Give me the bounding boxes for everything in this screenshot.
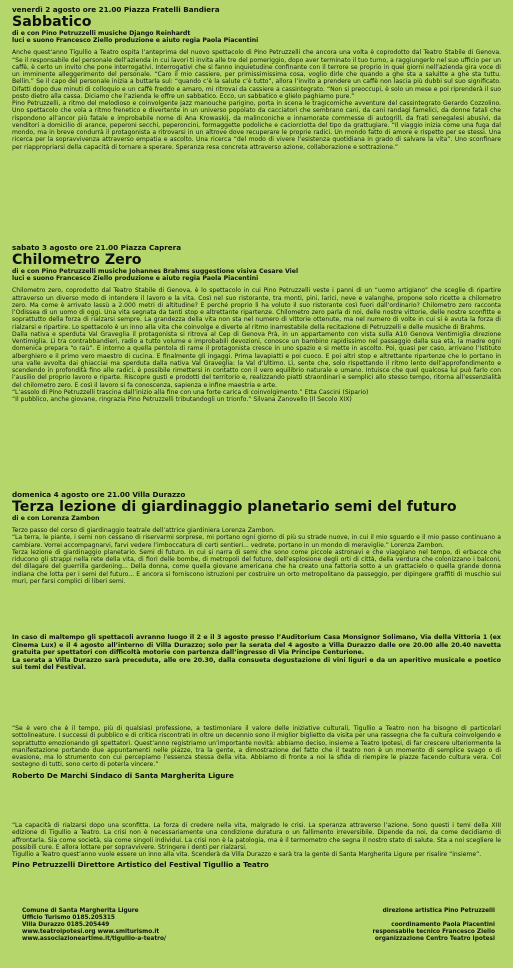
footer-contacts [22, 908, 222, 943]
event-title: Sabbatico [12, 14, 92, 30]
footer-line: Comune di Santa Margherita Ligure [22, 908, 139, 914]
event-title: Terza lezione di giardinaggio planetario semi del futuro [12, 499, 457, 515]
event-credits-line: di e con Pino Petruzzelli musiche Django Reinhardt [12, 30, 191, 37]
event-description: Terzo passo del corso di giardinaggio teatrale dell’attrice giardiniera Lorenza Zambon. “La terra, le piante, i semi non cessano di riservarmi sorprese, mi portano ogni giorno di più su strade nuove, in cui il mio sguardo e il mio passo continuano a cambiare. Vorrei accompagnarvi, farvi vedere l’imboccatura di certi sentieri... vedrete, portano in un mondo di meraviglie.” Lorenza Zambon. Terza lezione di giardinaggio planetario. Semi di futuro. In cui si narra di semi che sono come piccole astronavi e che viaggiano nel tempo, di erbacce che riducono gli strappi nella rete della vita, di fiori delle bombe, di metropoli del futuro, dell’esplosione degli orti di città, della verdura che colonizzano i balconi, del dilagare del guerrilla gardening... Della donna, come quella giovane americana che ha creato una fattoria sotto a un grattacielo o quella grande donna indiana che lotta per i semi del futuro... E ancora si forniscono istruzioni per costruire un orto metropolitano da passeggio, per dipingere graffiti di muschio sui muri, per farsi complici di liberi semi. [12, 527, 501, 585]
footer-link[interactable]: www.teatroipotesi.org www.smlturismo.it [22, 929, 160, 935]
footer-line: responsabile tecnico Francesco Ziello [372, 929, 495, 935]
quote-signature: Pino Petruzzelli Direttore Artistico del Festival Tigullio a Teatro [12, 860, 269, 870]
mayor-quote [12, 725, 501, 780]
quote-text: “Se è vero che è il tempo, più di qualsiasi professione, a testimoniare il valore delle iniziative culturali, Tigullio a Teatro non ha bisogno di particolari sottolineature. I successi di pubblico e di critica riscontrati in oltre un decennio sono il miglior biglietto da visita per una rassegna che fa cultura coinvolgendo e soprattutto emozionando gli spettatori. Quest’anno registriamo un’importante novità: abbiamo deciso, insieme a Teatro Ipotesi, di far crescere ulteriormente la manifestazione portando due appuntamenti nelle piazze, tra la gente, a dimostrazione del fatto che il teatro non è un momento di semplice svago o di evasione, ma lo strumento con cui percepiamo l’essenza stessa della vita. Abbiamo di fronte a noi la sfida di riempire le piazze facendo cultura vera. Col sostegno di tutti, sono certo di poterla vincere.” [12, 725, 501, 769]
weather-info-text: In caso di maltempo gli spettacoli avranno luogo il 2 e il 3 agosto presso l’Auditorium Casa Monsignor Solimano, Via della Vittoria 1 (ex Cinema Lux) e il 4 agosto all’interno di Villa Durazzo; solo per la serata del 4 agosto a Villa Durazzo dalle ore 20.00 alle 20.40 navetta gratuita per spettatori con difficoltà motorie con partenza dall’ingresso di Via Principe Centurione. La serata a Villa Durazzo sarà preceduta, alle ore 20.30, dalla consueta degustazione di vini liguri e da un aperitivo musicale e poetico sui temi del Festival. [12, 634, 501, 672]
quote-text: “La capacità di rialzarsi dopo una sconfitta. La forza di credere nella vita, malgrado le crisi. La speranza attraverso l’azione. Sono questi i temi della XIII edizione di Tigullio a Teatro. La crisi non è necessariamente una condizione duratura o un fallimento irreversibile. Dipende da noi, da come decidiamo di affrontarla. Sia come società, sia come singoli individui. La crisi non è la patologia, ma è il termometro che segna il nostro stato di salute. Sta a noi scegliere le possibili cure. E allora lottare per sopravvivere. Stringere i denti per rialzarsi. Tigullio a Teatro quest’anno vuole essere un inno alla vita. Scenderà da Villa Durazzo e sarà tra la gente di Santa Margherita Ligure per risalire “insieme”. [12, 822, 501, 858]
event-header: venerdì 2 agosto ore 21.00 Piazza Fratelli Bandiera [12, 5, 220, 14]
quote-signature: Roberto De Marchi Sindaco di Santa Margherita Ligure [12, 770, 234, 780]
event-sabbatico [12, 5, 501, 151]
footer-link[interactable]: www.associazioneartime.it/tigullio-a-teatro/ [22, 936, 167, 942]
footer-line: organizzazione Centro Teatro Ipotesi [374, 936, 495, 942]
footer-staff [295, 908, 495, 943]
footer-line: coordinamento Paola Piacentini [391, 922, 495, 928]
event-description: Chilometro zero, coprodotto dal Teatro Stabile di Genova, è lo spettacolo in cui Pino Petruzzelli veste i panni di un “uomo artigiano” che sceglie di ripartire attraverso un diverso modo di intendere il lavoro e la vita. Così nel suo ristorante, tra monti, pini, larici, neve e valanghe, propone solo ricette a chilometro zero. Ma come è arrivato lassù a 2.000 metri di altitudine? E perché proprio lì ha voluto il suo ristorante così fuori dall’ordinario? Chilometro zero racconta l’Odissea di un uomo di oggi. Una vita segnata da tanti stop e altrettante ripartenze. Chilometro zero parla di noi, delle nostre vittorie, delle nostre sconfitte e soprattutto della forza di rialzarsi sempre. La grandezza della vita non sta nel numero di vittorie ottenute, ma nel numero di volte in cui si è avuta la forza di rialzarsi e ripartire. Lo spettacolo è un inno alla vita che coinvolge e diverte al ritmo inarrestabile della recitazione di Petruzzelli e delle musiche di Brahms. Dalla nativa e sperduta Val Graveglia il protagonista si ritrova al Cep di Genova Prà, in un appartamento con vista sulla A10 Genova Ventimiglia direzione Ventimiglia. Lì tra contrabbandieri, radio a tutto volume e improbabili devozioni, conosce un bambino rapidissimo nel passaggio dalla sua età, la madre ogni domenica prepara “o raù”. E intorno a quella pentola di rame il protagonista cresce in uno spazio e si mette in ascolto. Poi, quasi per caso, arrivano l’Istituto alberghiero e il primo vero maestro di cucina. E finalmente gli ingaggi. Prima lavapiatti e poi cuoco. E poi altri stop e altrettante ripartenze che lo portano in una valle avvolta dai ghiacciai ma sperduta dalla nativa Val Graveglia: la Val d’Ultimo. Lì, sente che, solo rispettando il ritmo lento dell’approfondimento e scendendo in profondità fino alle radici, è possibile rimettersi in contatto con il vero equilibrio naturale e umano. Intuisce che quel qualcosa lui può farlo con l’ausilio del proprio lavoro e riparte. Riscopre gusti e prodotti del territorio e, realizzando piatti straordinari e semplici allo stesso tempo, ritorna all’essenzialità del chilometro zero. E così il lavoro si fa conoscenza, sapienza e infine maestria e arte. “L’assolo di Pino Petruzzelli trascina dall’inizio alla fine con una forte carica di coinvolgimento.” Etta Cascini (Sipario) “Il pubblico, anche giovane, ringrazia Pino Petruzzelli tributandogli un trionfo.” Silvana Zanovello (Il Secolo XIX) [12, 287, 501, 404]
event-credits-line: luci e suono Francesco Ziello produzione e aiuto regia Paola Piacentini [12, 275, 259, 283]
event-header: domenica 4 agosto ore 21.00 Villa Durazzo [12, 490, 186, 499]
footer-line: Villa Durazzo 0185.205449 [22, 922, 110, 928]
event-credits-line: di e con Lorenza Zambon [12, 515, 100, 522]
weather-info [12, 634, 501, 672]
event-chilometro-zero [12, 243, 501, 403]
event-header: sabato 3 agosto ore 21.00 Piazza Caprera [12, 243, 182, 252]
event-credits-line: luci e suono Francesco Ziello produzione e aiuto regia Paola Piacentini [12, 37, 259, 45]
event-title: Chilometro Zero [12, 252, 142, 268]
footer-direction: direzione artistica Pino Petruzzelli [382, 908, 495, 914]
event-credits-line: di e con Pino Petruzzelli musiche Johannes Brahms suggestione visiva Cesare Viel [12, 268, 299, 275]
event-description: Anche quest’anno Tigullio a Teatro ospita l’anteprima del nuovo spettacolo di Pino Petruzzelli che ancora una volta è coprodotto dal Teatro Stabile di Genova. “Se il responsabile del personale dell’azienda in cui lavori ti invita alle tre del pomeriggio, dopo aver terminato il tuo turno, a raggiungerlo nel suo ufficio per un caffè, è certo un invito che pone interrogativi. Interrogativi che si fanno inquietudine confinante con il terrore se proprio in quei giorni nell’azienda gira voce di un imminente alleggerimento del personale. “Caro il mio cassiere, per primissimissima cosa, voglio dirle che quando a ghe sta a saluitte a ghe sta tuttu. Bellin.” Se il capo del personale inizia a buttarla sul: “quando c’è la salute c’è tutto”, allora l’invito a prendere un caffè non lascia più dubbi sul suo significato. Difatti dopo due minuti di colloquio e un caffè freddo e amaro, mi ritrovai da cassiere a cassintegrato. “Non si preoccupi, è solo un mese e poi riprenderà il suo posto dietro alla cassa. Diciamo che l’azienda le offre un sabbatico. Ecco, un sabbatico e glielo paghiamo pure.” Pino Petruzzelli, a ritmo del melodioso e coinvolgente jazz manouche parigino, porta in scena le tragicomiche avventure del cassintegrato Gerardo Cozzolino. Uno spettacolo che vola a ritmo frenetico e divertente in un universo popolato da cacciatori che sembrano cani, da cani randagi famelici, da donne fatali che rispondono all’ancor più fatale e improbabile nome di Ana Krowaskij, da malinconiche e innamorate commesse di autogrill, da frati senegalesi abusivi, da venditori a domicilio di arance, peperoni secchi, peperoncini, formaggette podoliche e caciorciotta del tipo da grattugiare. “Il viaggio inizia come una fuga dal mondo, ma in breve condurrà il protagonista a ritrovarsi in un altrove dove recuperare le proprie radici. Un mondo fatto di amore e rispetto per se stessi. Una ricerca per la sopravvivenza attraverso empatia e ascolto. Una ricerca “del modo di vivere l’esistenza quotidiana in grado di salvare la vita”. Uno sconfinare per riappropriarsi della capacità di tornare a sperare. Speranza resa concreta attraverso azione, collaborazione e sottrazione.” [12, 49, 501, 151]
footer-line: Ufficio Turismo 0185.205315 [22, 915, 115, 921]
event-terza-lezione [12, 490, 501, 585]
director-quote [12, 822, 501, 869]
